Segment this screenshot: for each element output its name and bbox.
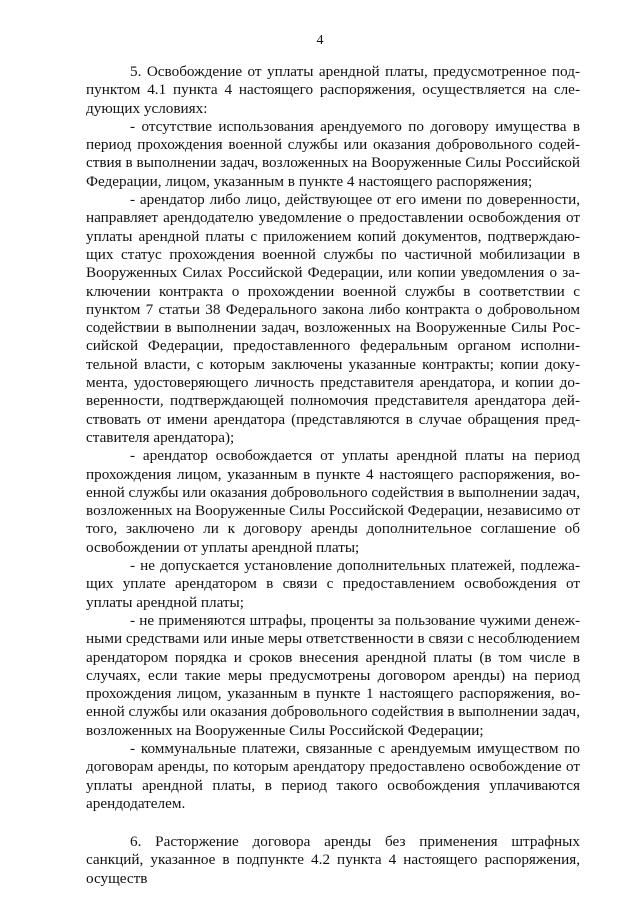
paragraph-condition-1: - отсутствие использования арендуемого по договору имущества в период прохождения военной службы или оказания добровольного содействия в выполнении задач, возложенных на Вооруженные Силы Российской Федерации, лицом, указанным в пункте 4 настоящего распоряжения; bbox=[86, 117, 580, 190]
document-body bbox=[86, 63, 580, 888]
paragraph-section-5: 5. Освобождение от уплаты арендной платы, предусмотренное подпунктом 4.1 пункта 4 настоящего распоряжения, осуществляется на следующих условиях: bbox=[86, 63, 580, 117]
paragraph-condition-4: - не допускается установление дополнительных платежей, подлежащих уплате арендатором в связи с предоставлением освобождения от уплаты арендной платы; bbox=[86, 557, 580, 611]
paragraph-condition-3: - арендатор освобождается от уплаты арендной платы на период прохождения лицом, указанным в пункте 4 настоящего распоряжения, военной службы или оказания добровольного содействия в выполнении задач, возложенных на Вооруженные Силы Российской Федерации, независимо от того, заключено ли к договору аренды дополнительное соглашение об освобождении от уплаты арендной платы; bbox=[86, 447, 580, 556]
paragraph-section-6: 6. Расторжение договора аренды без применения штрафных санкций, указанное в подпункте 4.2 пункта 4 настоящего распоряжения, осуществ bbox=[86, 833, 580, 887]
paragraph-condition-2: - арендатор либо лицо, действующее от его имени по доверенности, направляет арендодателю уведомление о предоставлении освобождения от уплаты арендной платы с приложением копий документов, подтверждающих статус прохождения военной службы по частичной мобилизации в Вооруженных Силах Российской Федерации, или копии уведомления о заключении контракта о прохождении военной службы в соответствии с пунктом 7 статьи 38 Федерального закона либо контракта о добровольном содействии в выполнении задач, возложенных на Вооруженные Силы Российской Федерации, предоставленного федеральным органом исполнительной власти, с которым заключены указанные контракты; копии документа, удостоверяющего личность представителя арендатора, и копии доверенности, подтверждающей полномочия представителя арендатора действовать от имени арендатора (представляются в случае обращения представителя арендатора); bbox=[86, 191, 580, 446]
paragraph-condition-5: - не применяются штрафы, проценты за пользование чужими денежными средствами или иные меры ответственности в связи с несоблюдением арендатором порядка и сроков внесения арендной платы (в том числе в случаях, если такие меры предусмотрены договором аренды) на период прохождения лицом, указанным в пункте 1 настоящего распоряжения, военной службы или оказания добровольного содействия в выполнении задач, возложенных на Вооруженные Силы Российской Федерации; bbox=[86, 611, 580, 739]
paragraph-condition-6: - коммунальные платежи, связанные с арендуемым имуществом по договорам аренды, по которым арендатору предоставлено освобождение от уплаты арендной платы, в период такого освобождения уплачиваются арендодателем. bbox=[86, 739, 580, 812]
page-number: 4 bbox=[316, 33, 324, 48]
